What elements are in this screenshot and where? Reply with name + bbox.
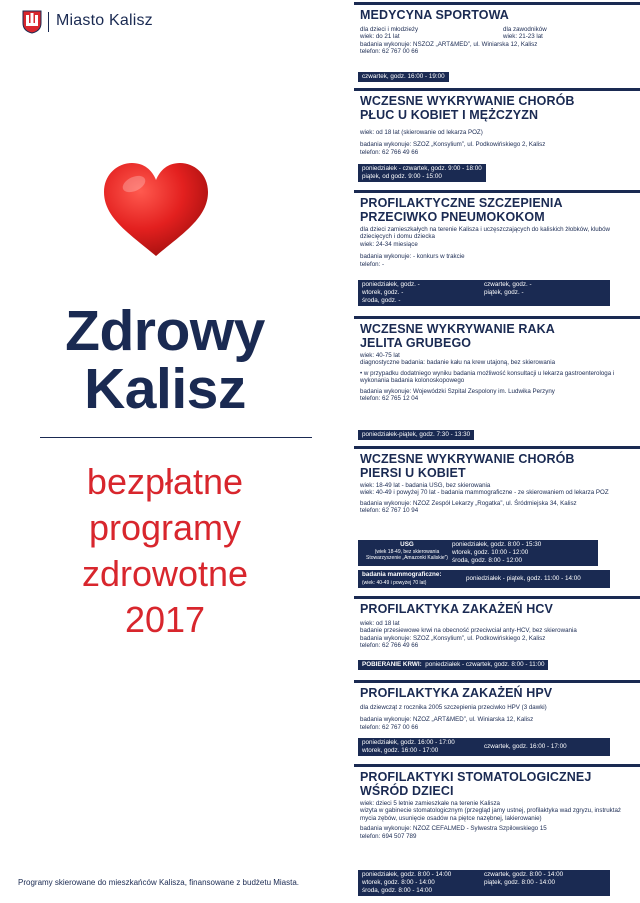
info-line: dla zawodników (503, 26, 547, 33)
mammography-note: (wiek: 40-49 i powyżej 70 lat) (362, 580, 427, 586)
program-dental-prevention (354, 764, 640, 903)
section-rule (354, 190, 640, 193)
footer-note: Programy skierowane do mieszkańców Kalisza, finansowane z budżetu Miasta. (18, 878, 300, 887)
programs-column (354, 0, 640, 903)
info-line: badania wykonuje: - konkurs w trakcie (360, 253, 465, 261)
schedule-line: poniedziałek, godz. 16:00 - 17:00 (362, 739, 455, 746)
info-line: wiek: do 21 lat (360, 33, 400, 41)
schedule-box (358, 660, 548, 670)
section-title: MEDYCYNA SPORTOWA (360, 8, 509, 22)
subtitle-line-2: programy (88, 507, 242, 548)
section-title: PROFILAKTYKA ZAKAŻEŃ HCV (360, 602, 553, 616)
info-line: badania wykonuje: NZOZ Zespół Lekarzy „Rogatka”, ul. Śródmiejska 34, Kalisz (360, 499, 577, 507)
schedule-box (358, 72, 449, 82)
info-line: wiek: od 18 lat (skierowanie od lekarza POZ) (360, 129, 483, 136)
city-crest-icon (22, 10, 42, 34)
usg-note: (wiek 18-49, bez skierowania Stowarzyszenie „Amazonki Kaliskie”) (366, 549, 448, 561)
schedule-box (358, 430, 474, 440)
info-line: telefon: 62 766 49 66 (360, 642, 419, 650)
info-line: telefon: 694 507 789 (360, 832, 417, 840)
info-line: wiek: 18-49 lat - badania USG, bez skierowania (360, 482, 491, 489)
logo-separator (48, 12, 49, 32)
schedule-label: POBIERANIE KRWI: (362, 661, 422, 668)
schedule-line: wtorek, godz. 16:00 - 17:00 (362, 747, 439, 754)
section-rule (354, 316, 640, 319)
program-colorectal-screening (354, 316, 640, 444)
city-name: Miasto Kalisz (56, 12, 153, 29)
info-line: badania wykonuje: NZOZ „ART&MED”, ul. Winiarska 12, Kalisz (360, 716, 534, 724)
schedule-box (358, 870, 610, 896)
subtitle-line-3: zdrowotne (81, 553, 249, 594)
schedule-line: poniedziałek - czwartek, godz. 9:00 - 18:00 (362, 165, 482, 172)
schedule-line: piątek, godz. 8:00 - 14:00 (484, 879, 556, 886)
program-hcv (354, 596, 640, 676)
info-line: telefon: 62 767 00 66 (360, 723, 419, 731)
section-rule (354, 446, 640, 449)
section-rule (354, 596, 640, 599)
info-line: • w przypadku dodatniego wyniku badania możliwość konsultacji u lekarza gastroenterologa i wykonania badania kolonoskopowego (360, 369, 615, 385)
schedule-line: wtorek, godz. - (362, 289, 404, 296)
info-line: telefon: - (360, 260, 385, 268)
divider (40, 437, 312, 438)
schedule-line: środa, godz. 8:00 - 12:00 (452, 557, 523, 564)
info-line: wiek: 40-49 i powyżej 70 lat - badania mammograficzne - ze skierowaniem od lekarza POZ (360, 489, 609, 497)
info-line: wiek: od 18 lat (360, 620, 400, 627)
section-title: PROFILAKTYCZNE SZCZEPIENIA PRZECIWKO PNEUMOKOKOM (360, 196, 563, 224)
schedule-line: wtorek, godz. 10:00 - 12:00 (452, 549, 529, 556)
mammography-schedule-box (358, 570, 610, 588)
schedule-line: poniedziałek - piątek, godz. 11:00 - 14:00 (466, 575, 581, 582)
info-line: dla dzieci zamieszkałych na terenie Kalisza i uczęszczających do kaliskich żłobków, klubów dziecięcych i domu dziecka (360, 226, 611, 241)
section-rule (354, 680, 640, 683)
schedule-line: poniedziałek - czwartek, godz. 8:00 - 11:00 (425, 661, 545, 668)
schedule-line: poniedziałek-piątek, godz. 7:30 - 13:30 (362, 431, 471, 438)
section-title: PROFILAKTYKA ZAKAŻEŃ HPV (360, 686, 553, 700)
info-line: badania wykonuje: NZOZ CEFALMED - Sylwestra Szpilowskiego 15 (360, 825, 547, 833)
title-line-1: Zdrowy (65, 299, 265, 363)
heart-icon (100, 160, 212, 260)
mammography-label: badania mammograficzne: (362, 571, 442, 578)
info-line: badania wykonuje: SZOZ „Konsylium”, ul. Podkowińskiego 2, Kalisz (360, 634, 546, 642)
schedule-box (358, 164, 486, 182)
info-line: badanie przesiewowe krwi na obecność przeciwciał anty-HCV, bez skierowania (360, 627, 577, 635)
section-title: WCZESNE WYKRYWANIE CHORÓB PIERSI U KOBIET (360, 452, 575, 480)
info-line: dla dziewcząt z rocznika 2005 szczepienia przeciwko HPV (3 dawki) (360, 704, 547, 711)
section-rule (354, 764, 640, 767)
usg-label: USG (400, 541, 414, 548)
subtitle-line-4: 2017 (124, 599, 206, 640)
program-pneumococcal-vaccination (354, 190, 640, 314)
info-line: wiek: dzieci 5 letnie zamieszkałe na terenie Kalisza (360, 800, 500, 807)
section-rule (354, 88, 640, 91)
title-line-2: Kalisz (84, 357, 246, 421)
info-line: badania wykonuje: SZOZ „Konsylium”, ul. Podkowińskiego 2, Kalisz (360, 141, 546, 149)
program-breast-screening (354, 446, 640, 592)
info-line: wiek: 40-75 lat (360, 352, 400, 359)
program-hpv (354, 680, 640, 760)
subtitle-line-1: bezpłatne (86, 461, 244, 502)
schedule-line: czwartek, godz. 16:00 - 19:00 (362, 73, 445, 80)
info-line: telefon: 62 767 00 66 (360, 48, 419, 56)
info-line: telefon: 62 765 12 04 (360, 395, 419, 403)
usg-schedule-box (358, 540, 598, 566)
section-title: PROFILAKTYKI STOMATOLOGICZNEJ WŚRÓD DZIECI (360, 770, 592, 798)
schedule-line: poniedziałek, godz. 8:00 - 15:30 (452, 541, 542, 548)
info-line: telefon: 62 766 49 66 (360, 148, 419, 156)
info-line: telefon: 62 767 10 94 (360, 507, 419, 515)
schedule-box (358, 738, 610, 756)
schedule-line: środa, godz. - (362, 297, 401, 304)
info-line: dla dzieci i młodzieży (360, 26, 419, 33)
program-sports-medicine (354, 2, 640, 86)
schedule-line: środa, godz. 8:00 - 14:00 (362, 887, 433, 894)
section-title: WCZESNE WYKRYWANIE RAKA JELITA GRUBEGO (360, 322, 555, 350)
info-line: wizyta w gabinecie stomatologicznym (przegląd jamy ustnej, profilaktyka wad zgryzu, instruktaż mycia zębów, usunięcie osadów na piętce nazębnej, lakierowanie) (360, 807, 622, 822)
info-line: diagnostyczne badania: badanie kału na krew utajoną, bez skierowania (360, 359, 556, 367)
section-rule (354, 2, 640, 5)
schedule-box (358, 280, 610, 306)
info-line: badania wykonuje: Wojewódzki Szpital Zespolony im. Ludwika Perzyny (360, 387, 555, 395)
schedule-line: wtorek, godz. 8:00 - 14:00 (362, 879, 435, 886)
info-line: badania wykonuje: NSZOZ „ART&MED”, ul. Winiarska 12, Kalisz (360, 40, 538, 48)
schedule-line: czwartek, godz. 8:00 - 14:00 (484, 871, 564, 878)
section-title: WCZESNE WYKRYWANIE CHORÓB PŁUC U KOBIET I MĘŻCZYZN (360, 94, 575, 122)
schedule-line: czwartek, godz. - (484, 281, 532, 288)
schedule-line: piątek, godz. - (484, 289, 524, 296)
schedule-line: poniedziałek, godz. - (362, 281, 420, 288)
info-line: wiek: 24-34 miesiące (360, 240, 418, 248)
info-line: wiek: 21-23 lat (503, 33, 543, 41)
schedule-line: czwartek, godz. 16:00 - 17:00 (484, 743, 567, 750)
schedule-line: poniedziałek, godz. 8:00 - 14:00 (362, 871, 452, 878)
schedule-line: piątek, od godz. 9:00 - 15:00 (362, 173, 442, 180)
program-lung-screening (354, 88, 640, 188)
